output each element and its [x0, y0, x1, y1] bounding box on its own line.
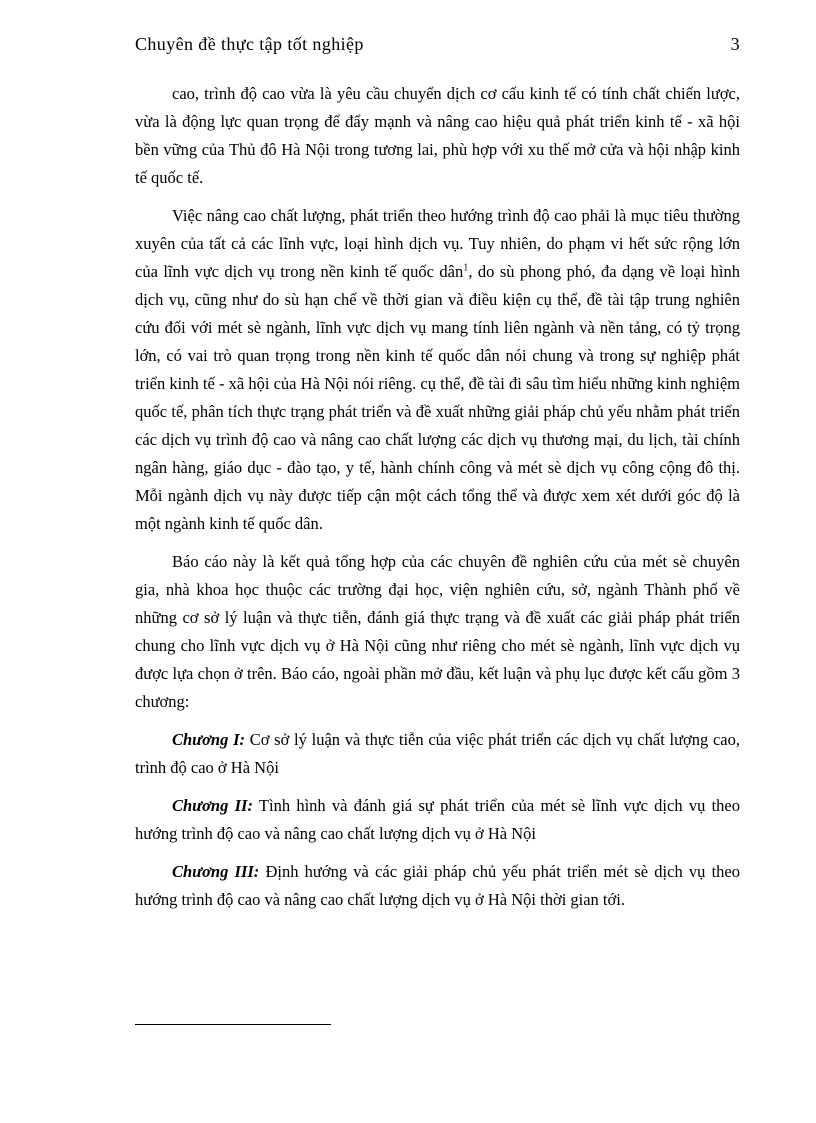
footnote-separator — [135, 1024, 331, 1025]
document-body — [135, 80, 740, 924]
paragraph — [135, 726, 740, 782]
paragraph-text: Tình hình và đánh giá sự phát triển của mét sè lĩnh vực dịch vụ theo hướng trình độ cao và nâng cao chất lượng dịch vụ ở Hà Nội — [135, 796, 740, 843]
paragraph-text: , do sù phong phó, đa dạng về loại hình dịch vụ, cũng như do sù hạn chế về thời gian và điều kiện cụ thể, đề tài tập trung nghiên cứu đối với mét sè ngành, lĩnh vực dịch vụ mang tính liên ngành và nền tảng, có tỷ trọng lớn, có vai trò quan trọng trong nền kinh tế quốc dân nói chung và trong sự nghiệp phát triển kinh tế - xã hội của Hà Nội nói riêng. cụ thể, đề tài đi sâu tìm hiểu những kinh nghiệm quốc tế, phân tích thực trạng phát triển và đề xuất những giải pháp chủ yếu nhằm phát triển các dịch vụ trình độ cao và nâng cao chất lượng các dịch vụ thương mại, du lịch, tài chính ngân hàng, giáo dục - đào tạo, y tế, hành chính công và mét sè dịch vụ công cộng đô thị. Mỗi ngành dịch vụ này được tiếp cận một cách tổng thể và được xem xét dưới góc độ là một ngành kinh tế quốc dân. — [135, 262, 741, 533]
paragraph — [135, 792, 740, 848]
page-number: 3 — [730, 34, 740, 54]
paragraph-text: Định hướng và các giải pháp chủ yếu phát triển mét sè dịch vụ theo hướng trình độ cao và nâng cao chất lượng dịch vụ ở Hà Nội thời gian tới. — [135, 862, 740, 909]
paragraph — [135, 80, 740, 192]
chapter-label: Chương III: — [172, 862, 260, 881]
paragraph-text: Việc nâng cao chất lượng, phát triển theo hướng trình độ cao phải là mục tiêu thường xuyên của tất cả các lĩnh vực, loại hình dịch vụ. Tuy nhiên, do phạm vi hết sức rộng lớn của lĩnh vực dịch vụ trong nền kinh tế quốc dân — [135, 206, 740, 281]
header-title: Chuyên đề thực tập tốt nghiệp — [135, 34, 364, 54]
chapter-label: Chương I: — [172, 730, 245, 749]
paragraph-text: Báo cáo này là kết quả tổng hợp của các chuyên đề nghiên cứu của mét sè chuyên gia, nhà khoa học thuộc các trường đại học, viện nghiên cứu, sở, ngành Thành phố về những cơ sở lý luận và thực tiễn, đánh giá thực trạng và đề xuất các giải pháp phát triển chung cho lĩnh vực dịch vụ ở Hà Nội cũng như riêng cho mét sè ngành, lĩnh vực dịch vụ được lựa chọn ở trên. Báo cáo, ngoài phần mở đầu, kết luận và phụ lục được kết cấu gồm 3 chương: — [135, 552, 740, 711]
footnote-reference: 1 — [463, 262, 469, 274]
paragraph — [135, 202, 740, 538]
paragraph-text: Cơ sở lý luận và thực tiễn của việc phát triển các dịch vụ chất lượng cao, trình độ cao ở Hà Nội — [135, 730, 740, 777]
chapter-label: Chương II: — [172, 796, 253, 815]
paragraph — [135, 548, 740, 716]
paragraph-text: cao, trình độ cao vừa là yêu cầu chuyển dịch cơ cấu kinh tế có tính chất chiến lược, vừa là động lực quan trọng để đẩy mạnh và nâng cao hiệu quả phát triển kinh tế - xã hội bền vững của Thủ đô Hà Nội trong tương lai, phù hợp với xu thế mở cửa và hội nhập kinh tế quốc tế. — [135, 84, 740, 187]
page-header — [135, 34, 740, 55]
paragraph — [135, 858, 740, 914]
